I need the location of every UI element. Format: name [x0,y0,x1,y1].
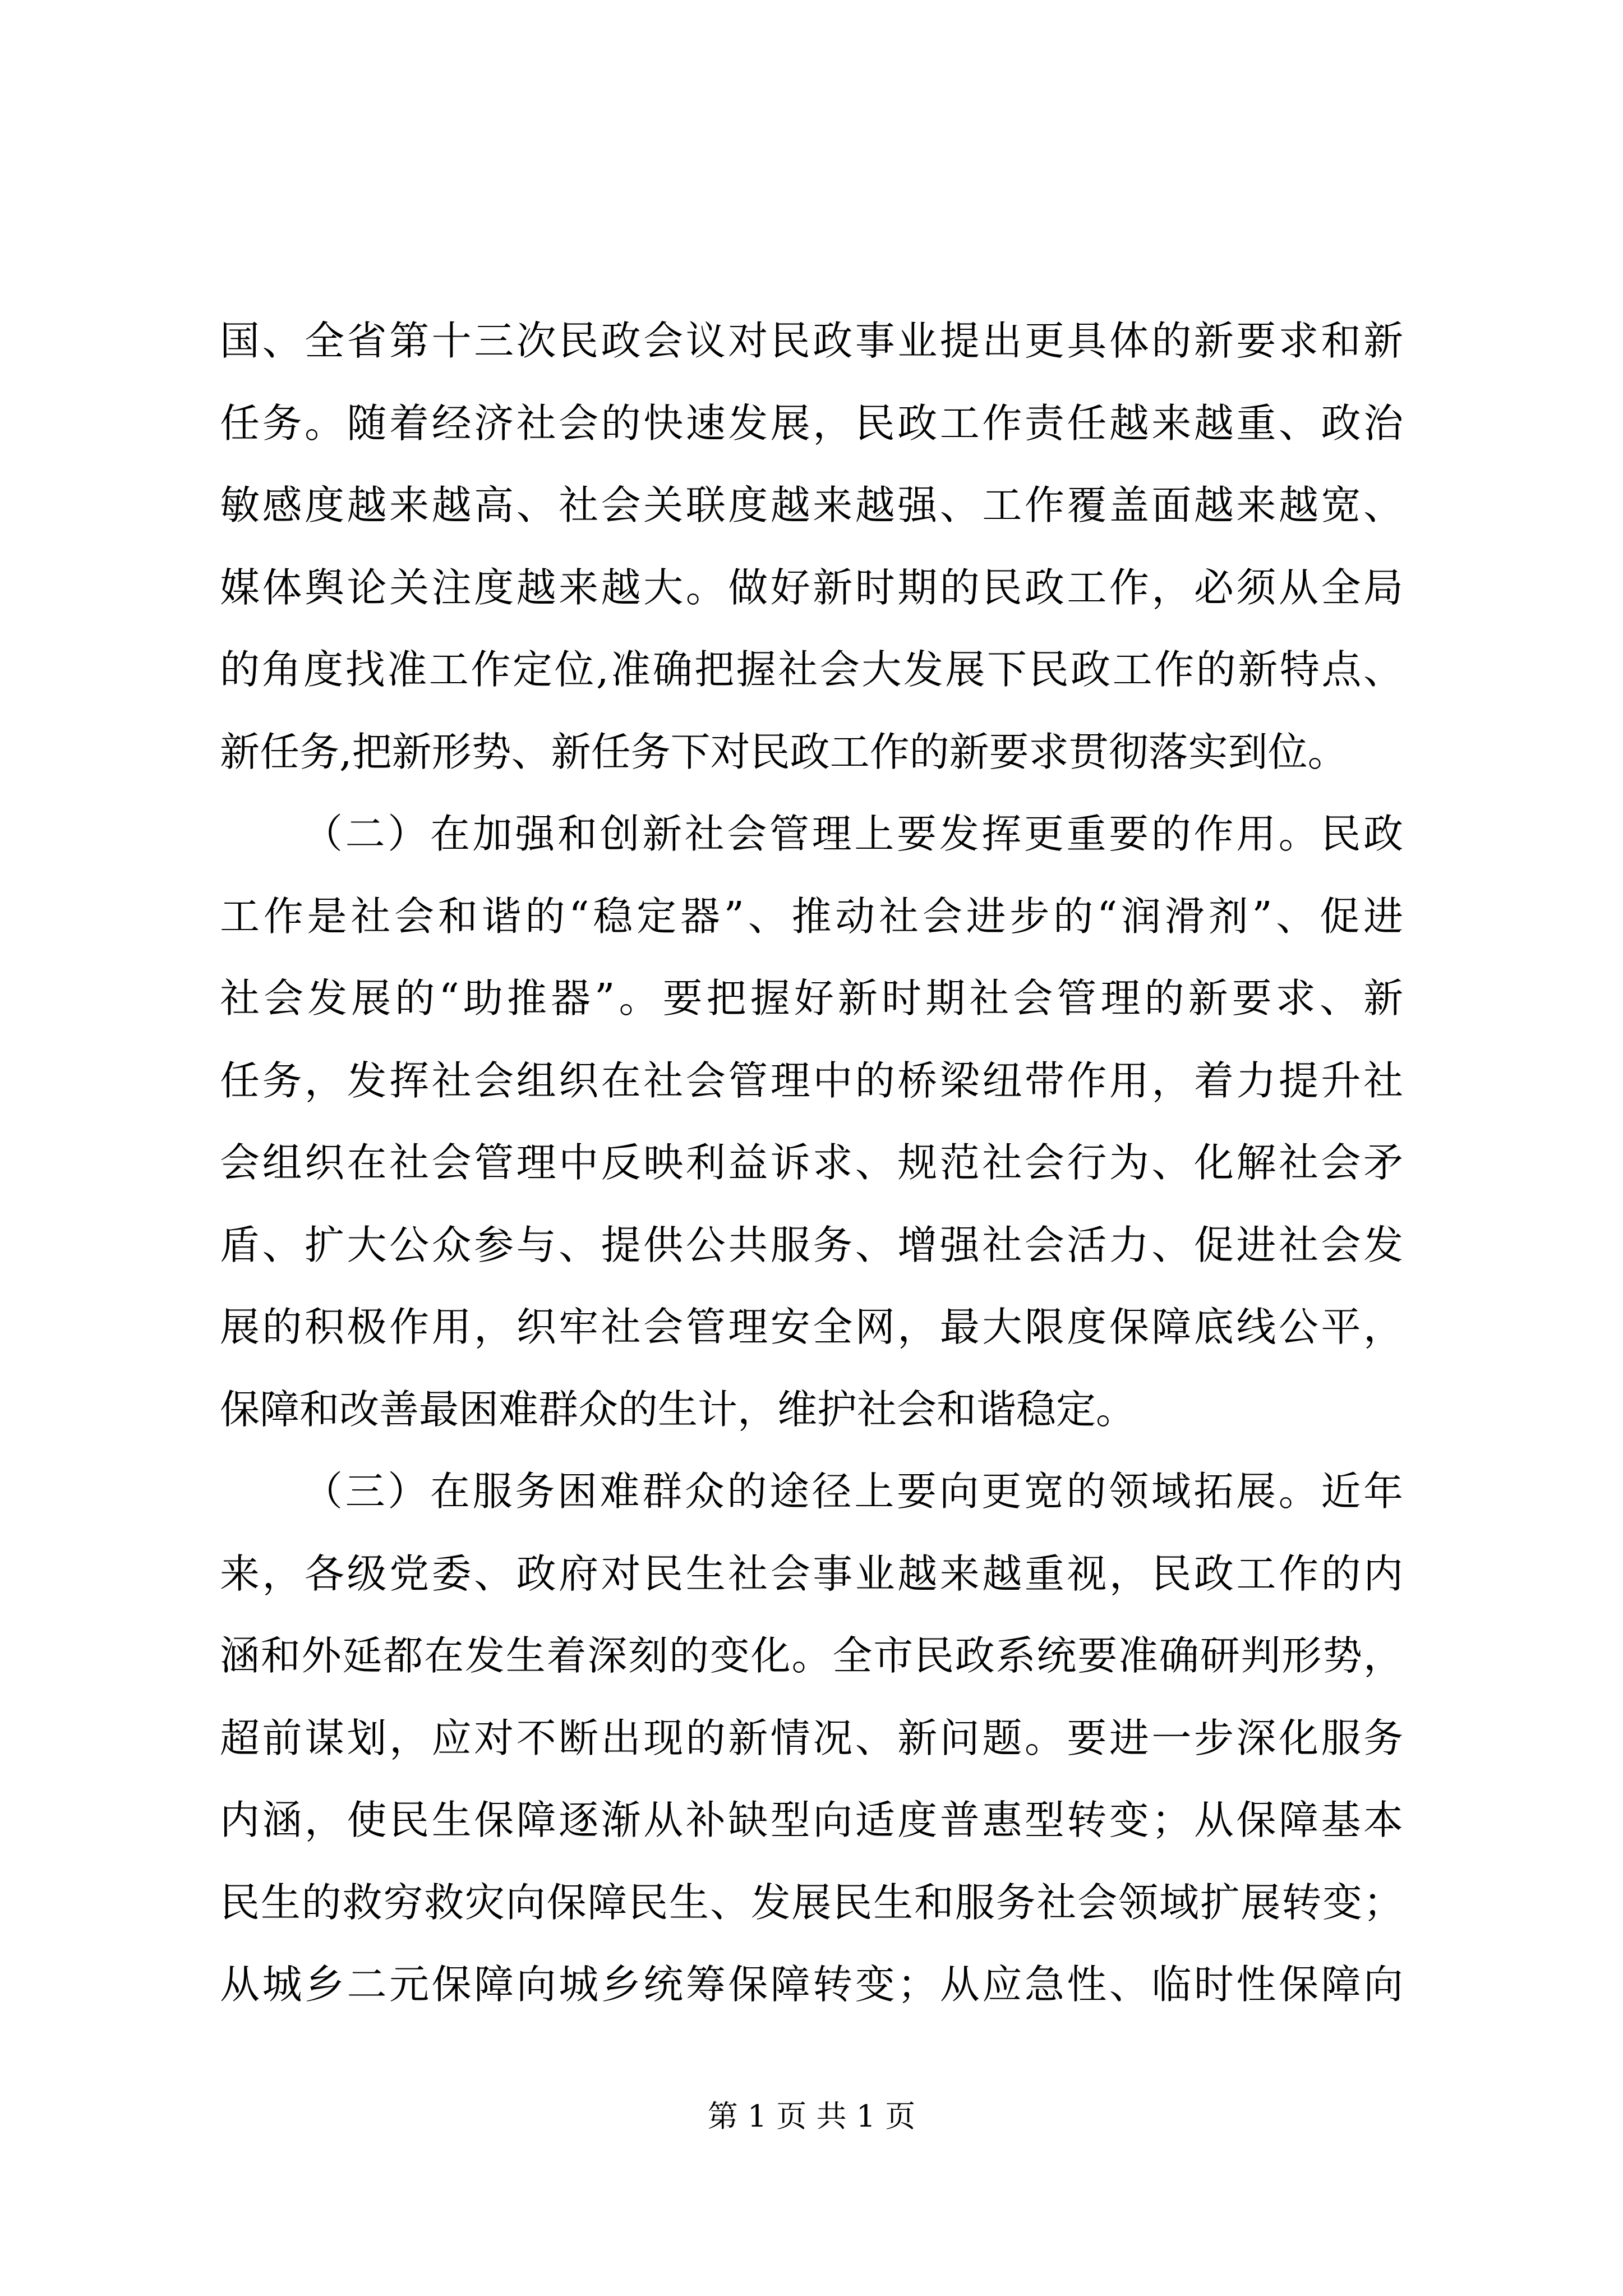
text-line: 社会发展的“助推器”。要把握好新时期社会管理的新要求、新 [220,975,1403,1022]
text-line: 的角度找准工作定位,准确把握社会大发展下民政工作的新特点、 [220,646,1403,693]
text-line: 国、全省第十三次民政会议对民政事业提出更具体的新要求和新 [220,318,1403,364]
text-line: 会组织在社会管理中反映利益诉求、规范社会行为、化解社会矛 [220,1139,1403,1186]
text-line: 工作是社会和谐的“稳定器”、推动社会进步的“润滑剂”、促进 [220,892,1403,940]
text-line: 任务。随着经济社会的快速发展，民政工作责任越来越重、政治 [220,399,1403,447]
text-line: 展的积极作用，织牢社会管理安全网，最大限度保障底线公平， [220,1304,1403,1350]
text-line: 来，各级党委、政府对民生社会事业越来越重视，民政工作的内 [220,1550,1403,1597]
text-line: 从城乡二元保障向城乡统筹保障转变；从应急性、临时性保障向 [220,1961,1403,2008]
text-line: 新任务,把新形势、新任务下对民政工作的新要求贯彻落实到位。 [220,728,1348,775]
text-line: 超前谋划，应对不断出现的新情况、新问题。要进一步深化服务 [220,1714,1403,1761]
page-footer [0,2097,1623,2136]
page-number: 第 1 页 共 1 页 [707,2099,916,2134]
paragraph-start-line: （二）在加强和创新社会管理上要发挥更重要的作用。民政 [303,811,1403,857]
text-line: 任务，发挥社会组织在社会管理中的桥梁纽带作用，着力提升社 [220,1057,1403,1104]
text-line: 民生的救穷救灾向保障民生、发展民生和服务社会领域扩展转变； [220,1879,1403,1926]
text-line: 敏感度越来越高、社会关联度越来越强、工作覆盖面越来越宽、 [220,482,1403,528]
text-line: 内涵，使民生保障逐渐从补缺型向适度普惠型转变；从保障基本 [220,1797,1403,1843]
paragraph-start-line: （三）在服务困难群众的途径上要向更宽的领域拓展。近年 [303,1468,1403,1515]
text-line: 涵和外延都在发生着深刻的变化。全市民政系统要准确研判形势， [220,1632,1403,1679]
text-line: 媒体舆论关注度越来越大。做好新时期的民政工作，必须从全局 [220,564,1403,611]
text-line: 保障和改善最困难群众的生计，维护社会和谐稳定。 [220,1386,1136,1433]
body-text [220,300,1403,2026]
text-line: 盾、扩大公众参与、提供公共服务、增强社会活力、促进社会发 [220,1221,1403,1268]
